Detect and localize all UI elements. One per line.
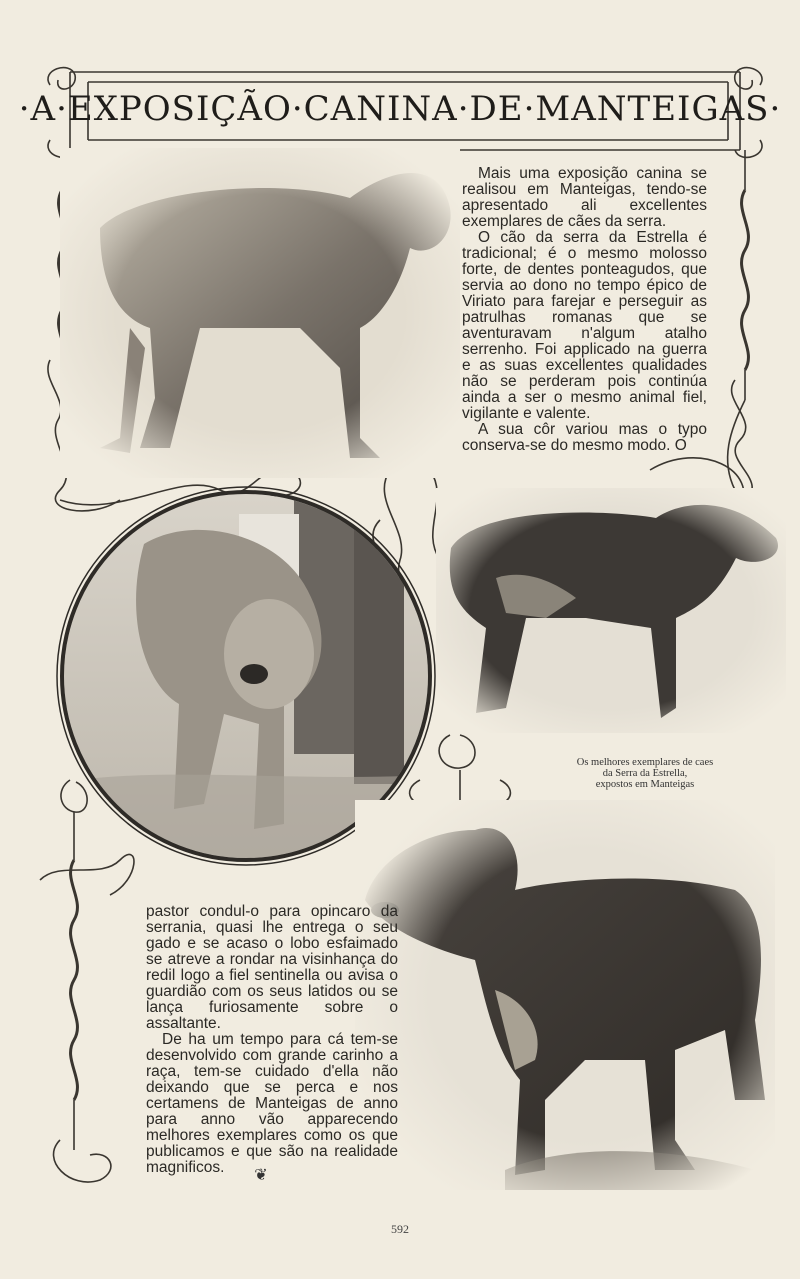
photo-caption [545, 757, 745, 790]
article-text-left [146, 904, 398, 1176]
large-dog-photo [355, 800, 775, 1190]
caption-line: Os melhores exemplares de caes [576, 757, 714, 768]
dark-dog-photo [436, 488, 786, 733]
paragraph: De ha um tempo para cá tem-se desenvolvido com grande carinho a raça, tem-se cuidado d'ella não deixando que se perca e nos certamens de Manteigas de anno para anno vão apparecendo melhores exemplares como os que publicamos e que são na realidade magnificos. [146, 1031, 398, 1176]
page-title: ·A·EXPOSIÇÃO·CANINA·DE·MANTEIGAS· [18, 89, 782, 129]
paragraph: A sua côr variou mas o typo conserva-se do mesmo modo. O [462, 421, 707, 454]
paragraph: pastor condul-o para opincaro da serrania, quasi lhe entrega o seu gado e se acaso o lobo esfaimado se atreve a rondar na visinhança do redil logo a fiel sentinella ou avisa o guardião com os seus latidos ou se lança furiosamente sobre o assaltante. [146, 903, 398, 1032]
paragraph: O cão da serra da Estrella é tradicional; é o mesmo molosso forte, de dentes ponteagudos, que servia ao dono no tempo épico de Viriato para farejar e perseguir as patrulhas romanas que se aventuravam n'algum atalho serrenho. Foi applicado na guerra e as suas excellentes qualidades não se perderam pois continúa ainda a ser o mesmo animal fiel, vigilante e valente. [462, 229, 707, 422]
dog-standing-photo [60, 148, 460, 478]
article-text-right [462, 166, 707, 454]
caption-line: da Serra da Estrella, [602, 768, 688, 779]
fleuron-icon: ❦ [254, 1165, 268, 1184]
page-number: 592 [391, 1222, 409, 1236]
caption-line: expostos em Manteigas [595, 779, 695, 790]
paragraph: Mais uma exposição canina se realisou em Manteigas, tendo-se apresentado ali excellentes exemplares de cães da serra. [462, 165, 707, 230]
